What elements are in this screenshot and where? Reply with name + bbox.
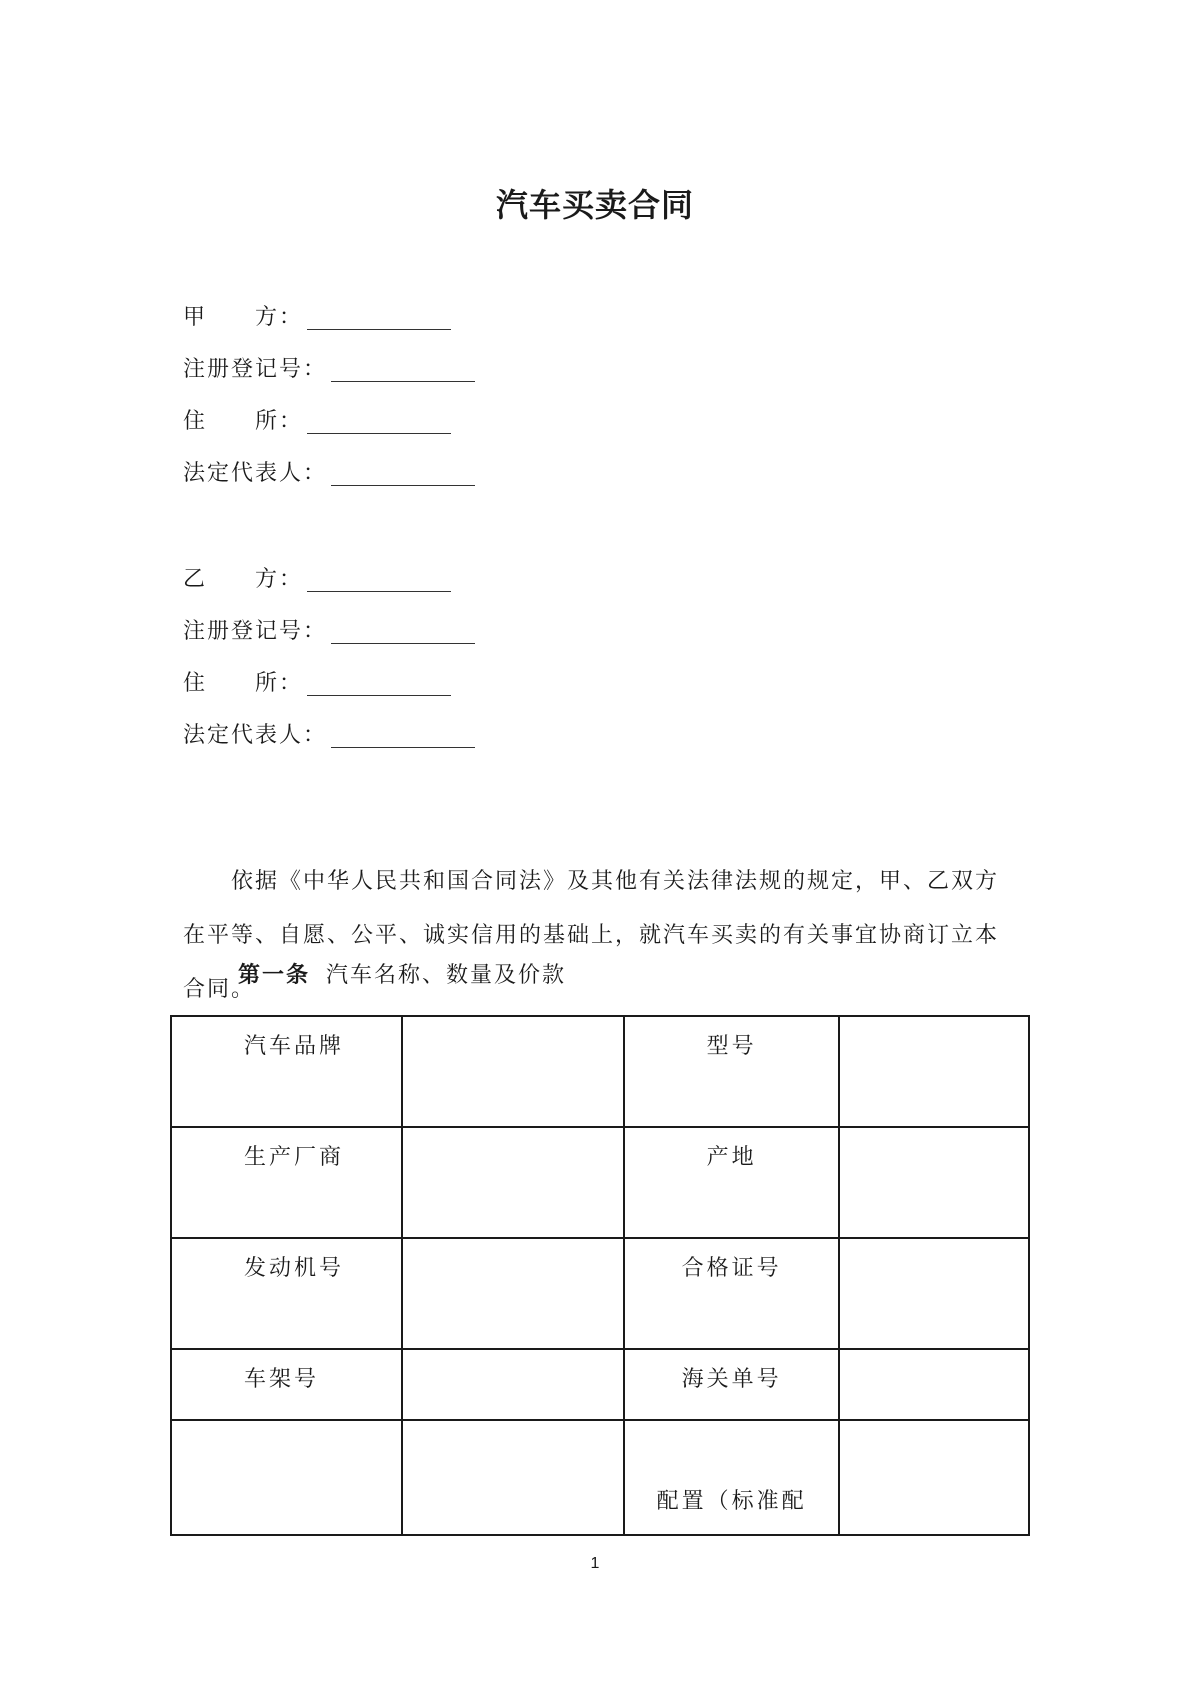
party-b-name-row — [183, 565, 451, 595]
party-a-name-label: 甲 方： — [183, 305, 304, 330]
party-b-registration-row — [183, 617, 475, 647]
party-b-registration-label: 注册登记号： — [183, 619, 328, 644]
model-label: 型号 — [624, 1016, 838, 1127]
table-row — [171, 1420, 1029, 1535]
engine-number-label: 发动机号 — [171, 1238, 402, 1349]
party-b-address-row — [183, 669, 451, 699]
party-a-representative-label: 法定代表人： — [183, 461, 328, 486]
party-a-address-blank[interactable] — [307, 407, 451, 434]
party-b-registration-blank[interactable] — [331, 617, 475, 644]
party-b-representative-blank[interactable] — [331, 721, 475, 748]
configuration-value-cell[interactable] — [839, 1420, 1029, 1535]
origin-label: 产地 — [624, 1127, 838, 1238]
article-1-heading — [238, 960, 566, 990]
article-1-title: 汽车名称、数量及价款 — [326, 963, 567, 988]
table-row — [171, 1016, 1029, 1127]
customs-number-label: 海关单号 — [624, 1349, 838, 1420]
manufacturer-value-cell[interactable] — [402, 1127, 624, 1238]
customs-number-value-cell[interactable] — [839, 1349, 1029, 1420]
origin-value-cell[interactable] — [839, 1127, 1029, 1238]
configuration-label: 配置（标准配 — [624, 1420, 838, 1535]
page-number: 1 — [590, 1555, 600, 1572]
party-b-representative-row — [183, 721, 475, 751]
party-a-representative-row — [183, 459, 475, 489]
party-a-name-blank[interactable] — [307, 303, 451, 330]
party-a-name-row — [183, 303, 451, 333]
party-a-registration-blank[interactable] — [331, 355, 475, 382]
frame-number-value-cell[interactable] — [402, 1349, 624, 1420]
table-row — [171, 1349, 1029, 1420]
brand-value-cell[interactable] — [402, 1016, 624, 1127]
party-a-registration-row — [183, 355, 475, 385]
manufacturer-label: 生产厂商 — [171, 1127, 402, 1238]
party-b-name-label: 乙 方： — [183, 567, 304, 592]
intro-paragraph: 依据《中华人民共和国合同法》及其他有关法律法规的规定，甲、乙双方在平等、自愿、公平、诚实信用的基础上，就汽车买卖的有关事宜协商订立本合同。 — [183, 869, 1000, 1002]
party-a-address-row — [183, 407, 451, 437]
party-b-address-label: 住 所： — [183, 671, 304, 696]
party-b-address-blank[interactable] — [307, 669, 451, 696]
table-row — [171, 1127, 1029, 1238]
certificate-number-label: 合格证号 — [624, 1238, 838, 1349]
engine-number-value-cell[interactable] — [402, 1238, 624, 1349]
empty-label-cell — [171, 1420, 402, 1535]
party-a-address-label: 住 所： — [183, 409, 304, 434]
vehicle-spec-table — [170, 1015, 1030, 1536]
brand-label: 汽车品牌 — [171, 1016, 402, 1127]
party-a-registration-label: 注册登记号： — [183, 357, 328, 382]
table-row — [171, 1238, 1029, 1349]
party-a-representative-blank[interactable] — [331, 459, 475, 486]
model-value-cell[interactable] — [839, 1016, 1029, 1127]
certificate-number-value-cell[interactable] — [839, 1238, 1029, 1349]
empty-value-cell[interactable] — [402, 1420, 624, 1535]
article-1-number: 第一条 — [238, 962, 311, 988]
frame-number-label: 车架号 — [171, 1349, 402, 1420]
contract-title: 汽车买卖合同 — [495, 186, 694, 224]
party-b-name-blank[interactable] — [307, 565, 451, 592]
party-b-representative-label: 法定代表人： — [183, 723, 328, 748]
